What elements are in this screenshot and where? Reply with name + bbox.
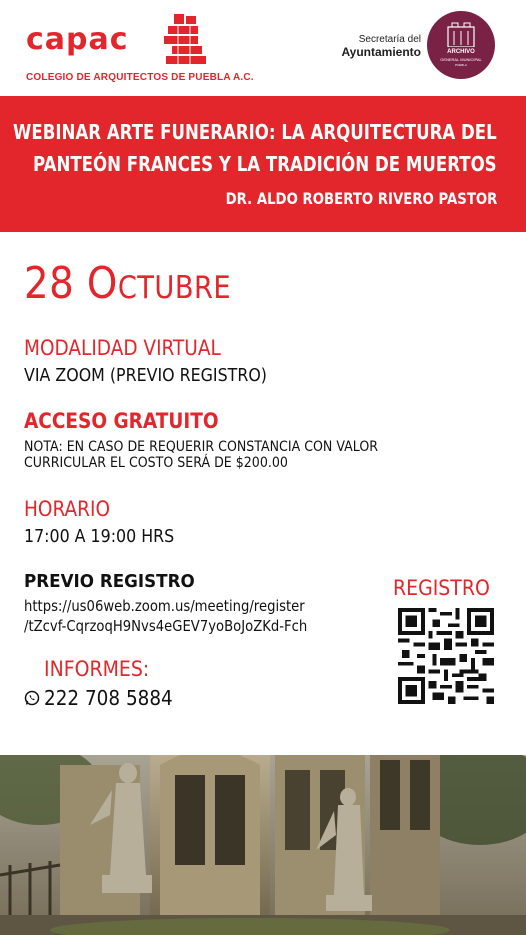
nota-text [24, 439, 378, 471]
nota-line1: NOTA: EN CASO DE REQUERIR CONSTANCIA CON VALOR [24, 439, 379, 455]
banner-speaker: DR. ALDO ROBERTO RIVERO PASTOR [225, 189, 497, 208]
registro-qr-label: REGISTRO [393, 576, 490, 600]
secretaria-logo [341, 34, 421, 59]
modalidad-value: VIA ZOOM (PREVIO REGISTRO) [24, 365, 267, 386]
nota-line2: CURRICULAR EL COSTO SERÁ DE $200.00 [24, 455, 288, 471]
modalidad-label: MODALIDAD VIRTUAL [24, 336, 221, 360]
title-banner [0, 96, 526, 232]
archivo-sub: GENERAL MUNICIPAL [440, 57, 482, 62]
registro-url-line1[interactable]: https://us06web.zoom.us/meeting/register [24, 597, 305, 615]
horario-value: 17:00 A 19:00 HRS [24, 526, 175, 547]
archivo-city: PUEBLA [455, 63, 467, 67]
cemetery-photo [0, 755, 526, 935]
registro-heading: PREVIO REGISTRO [24, 571, 195, 592]
informes-label: INFORMES: [44, 657, 150, 681]
banner-title-line2: PANTEÓN FRANCES Y LA TRADICIÓN DE MUERTOS [33, 152, 497, 176]
whatsapp-icon [24, 690, 40, 706]
registro-url-line2[interactable]: /tZcvf-CqrzoqH9Nvs4eGEV7yoBoJoZKd-Fch [24, 617, 308, 635]
colegio-name: COLEGIO DE ARQUITECTOS DE PUEBLA A.C. [26, 72, 254, 83]
qr-code-icon[interactable] [398, 608, 494, 704]
archivo-title: ARCHIVO [447, 49, 475, 55]
banner-title-line1: WEBINAR ARTE FUNERARIO: LA ARQUITECTURA DEL [13, 120, 497, 144]
building-icon [446, 21, 476, 47]
archivo-logo [427, 11, 495, 79]
acceso-label: ACCESO GRATUITO [24, 409, 219, 433]
phone-number: 222 708 5884 [44, 686, 173, 710]
secretaria-line1: Secretaría del [358, 34, 421, 45]
header [0, 0, 526, 96]
event-date: 28 Octubre [24, 258, 232, 309]
capac-logo-icon [160, 12, 208, 64]
phone-contact[interactable] [24, 686, 184, 710]
secretaria-line2: Ayuntamiento [341, 45, 421, 59]
horario-label: HORARIO [24, 497, 111, 521]
capac-logo: capac [26, 22, 129, 57]
